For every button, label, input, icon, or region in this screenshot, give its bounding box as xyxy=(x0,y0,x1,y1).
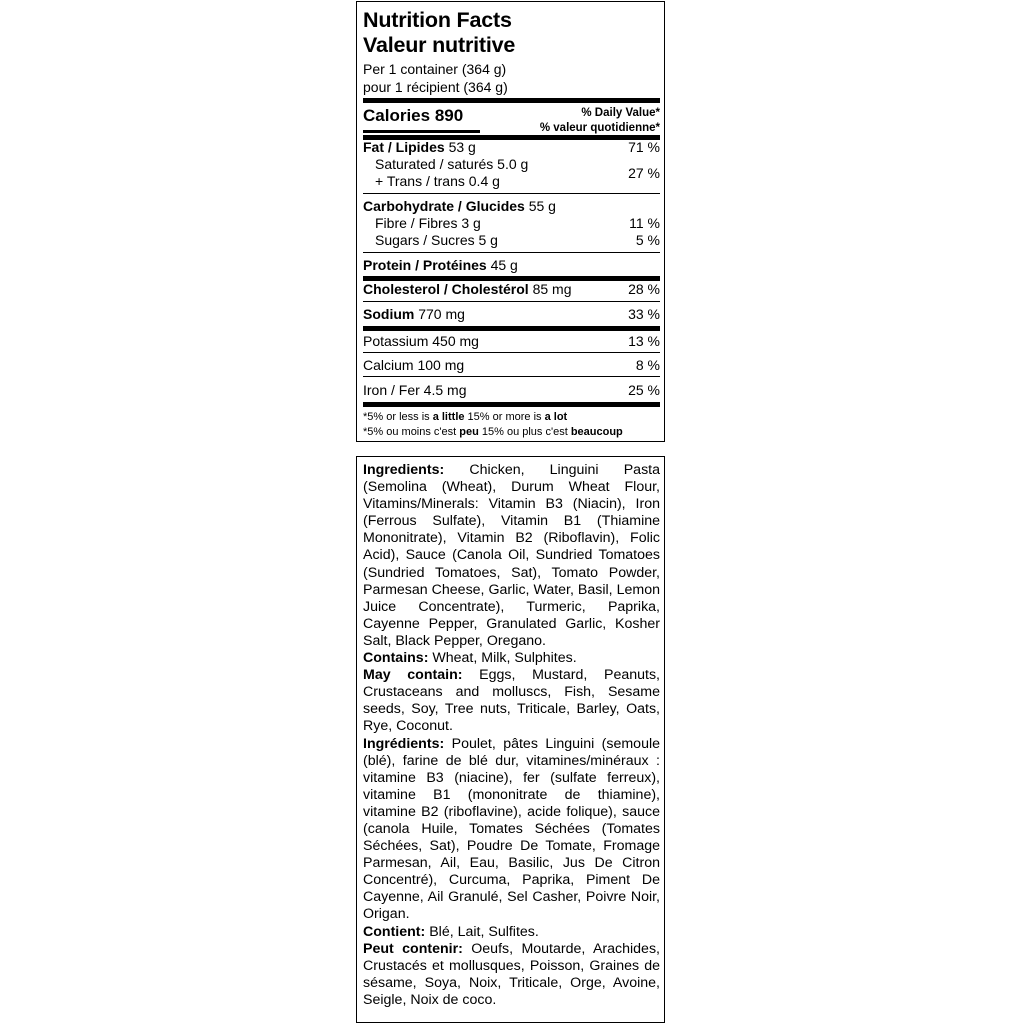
sodium-percent: 33 % xyxy=(628,306,660,322)
title-fr: Valeur nutritive xyxy=(363,33,516,57)
title-en: Nutrition Facts xyxy=(363,8,512,32)
fat-row xyxy=(363,139,660,156)
ingredients-fr-text: Poulet, pâtes Linguini (semoule (blé), farine de blé dur, vitamines/minéraux : vitamine B3 (niacine), fer (sulfate ferreux), vitamine B1 (mononitrate de thiamine), vitamine B2 (riboflavine), acide folique), sauce (canola Huile, Tomates Séchées (Tomates Séchées, Sat), Poudre De Tomate, Fromage Parmesan, Ail, Eau, Basilic, Jus De Citron Concentré), Curcuma, Paprika, Piment De Cayenne, Ail Granulé, Sel Casher, Poivre Noir, Origan. xyxy=(363,735,660,923)
calcium-label: Calcium 100 mg xyxy=(363,357,465,373)
may-contain-fr-label: Peut contenir: xyxy=(363,940,463,957)
protein-row xyxy=(363,257,660,274)
may-contain-en-label: May contain: xyxy=(363,667,463,684)
divider-thin xyxy=(363,301,660,302)
may-contain-en-text: Eggs, Mustard, Peanuts, Crustaceans and molluscs, Fish, Sesame seeds, Soy, Tree nuts, Triticale, Barley, Oats, Rye, Coconut. xyxy=(363,667,660,735)
contains-fr-text: Blé, Lait, Sulfites. xyxy=(425,923,539,940)
daily-value-header-en: % Daily Value* xyxy=(581,107,660,119)
calories-label: Calories xyxy=(363,106,431,125)
serving-size-en: Per 1 container (364 g) xyxy=(363,61,507,77)
nutrition-facts-panel xyxy=(356,1,665,442)
cholesterol-row xyxy=(363,281,660,298)
contains-fr xyxy=(363,924,660,941)
contains-en-text: Wheat, Milk, Sulphites. xyxy=(428,650,577,667)
divider-thick xyxy=(363,326,660,331)
sugars-row xyxy=(375,232,660,249)
ingredients-en-label: Ingredients: xyxy=(363,462,445,478)
protein-amount: 45 g xyxy=(490,257,518,273)
contains-fr-label: Contient: xyxy=(363,923,426,940)
saturated-row: Saturated / saturés 5.0 g xyxy=(375,156,529,172)
fat-percent: 71 % xyxy=(628,139,660,155)
calories-value: 890 xyxy=(434,106,464,125)
ingredients-en-text: Chicken, Linguini Pasta (Semolina (Wheat), Durum Wheat Flour, Vitamins/Minerals: Vitamin B3 (Niacin), Iron (Ferrous Sulfate), Vitamin B1 (Thiamine Mononitrate), Vitamin B2 (Riboflavin), Folic Acid), Sauce (Canola Oil, Sundried Tomatoes (Sundried Tomatoes, Sat), Tomato Powder, Parmesan Cheese, Garlic, Water, Basil, Lemon Juice Concentrate), Turmeric, Paprika, Cayenne Pepper, Granulated Garlic, Kosher Salt, Black Pepper, Oregano. xyxy=(363,462,660,649)
carbohydrate-label: Carbohydrate / Glucides xyxy=(363,198,525,214)
ingredients-panel xyxy=(356,456,665,1023)
calcium-percent: 8 % xyxy=(635,357,660,373)
calories-underline xyxy=(363,130,480,133)
may-contain-en xyxy=(363,667,660,735)
iron-percent: 25 % xyxy=(628,382,660,398)
cholesterol-label: Cholesterol / Cholestérol xyxy=(363,281,529,297)
footnote-fr: *5% ou moins c'est peu 15% ou plus c'est beaucoup xyxy=(363,426,623,438)
protein-label: Protein / Protéines xyxy=(363,257,487,273)
sodium-row xyxy=(363,306,660,323)
divider-thin xyxy=(363,193,660,194)
carbohydrate-row xyxy=(363,198,660,215)
sodium-label: Sodium xyxy=(363,306,415,322)
may-contain-fr-text: Oeufs, Moutarde, Arachides, Crustacés et mollusques, Poisson, Graines de sésame, Soya, Noix, Triticale, Orge, Avoine, Seigle, Noix de coco. xyxy=(363,940,660,1008)
contains-en-label: Contains: xyxy=(363,650,429,667)
cholesterol-amount: 85 mg xyxy=(532,281,572,297)
contains-en xyxy=(363,650,660,667)
ingredients-fr xyxy=(363,736,660,924)
sodium-amount: 770 mg xyxy=(418,306,465,322)
carbohydrate-amount: 55 g xyxy=(528,198,556,214)
iron-row xyxy=(363,382,660,399)
ingredients-en xyxy=(363,462,660,650)
sugars-percent: 5 % xyxy=(635,232,660,248)
fibre-percent: 11 % xyxy=(629,215,660,231)
sugars-label: Sugars / Sucres 5 g xyxy=(375,232,498,248)
daily-value-header-fr: % valeur quotidienne* xyxy=(539,122,660,134)
fat-amount: 53 g xyxy=(448,139,476,155)
footnote-en: *5% or less is a little 15% or more is a lot xyxy=(363,411,568,423)
cholesterol-percent: 28 % xyxy=(628,281,660,297)
may-contain-fr xyxy=(363,941,660,1009)
fibre-row xyxy=(375,215,660,232)
divider-thin xyxy=(363,352,660,353)
fibre-label: Fibre / Fibres 3 g xyxy=(375,215,481,231)
trans-row: + Trans / trans 0.4 g xyxy=(375,173,500,189)
calcium-row xyxy=(363,357,660,374)
saturated-trans-percent: 27 % xyxy=(628,165,660,181)
divider-thin xyxy=(363,376,660,377)
fat-label: Fat / Lipides xyxy=(363,139,445,155)
serving-size-fr: pour 1 récipient (364 g) xyxy=(363,79,508,95)
potassium-row xyxy=(363,333,660,350)
potassium-percent: 13 % xyxy=(628,333,660,349)
divider-thick xyxy=(363,98,660,103)
divider-thin xyxy=(363,252,660,253)
iron-label: Iron / Fer 4.5 mg xyxy=(363,382,467,398)
divider-thick xyxy=(363,402,660,407)
calories-row xyxy=(363,106,463,126)
potassium-label: Potassium 450 mg xyxy=(363,333,479,349)
ingredients-fr-label: Ingrédients: xyxy=(363,735,445,752)
